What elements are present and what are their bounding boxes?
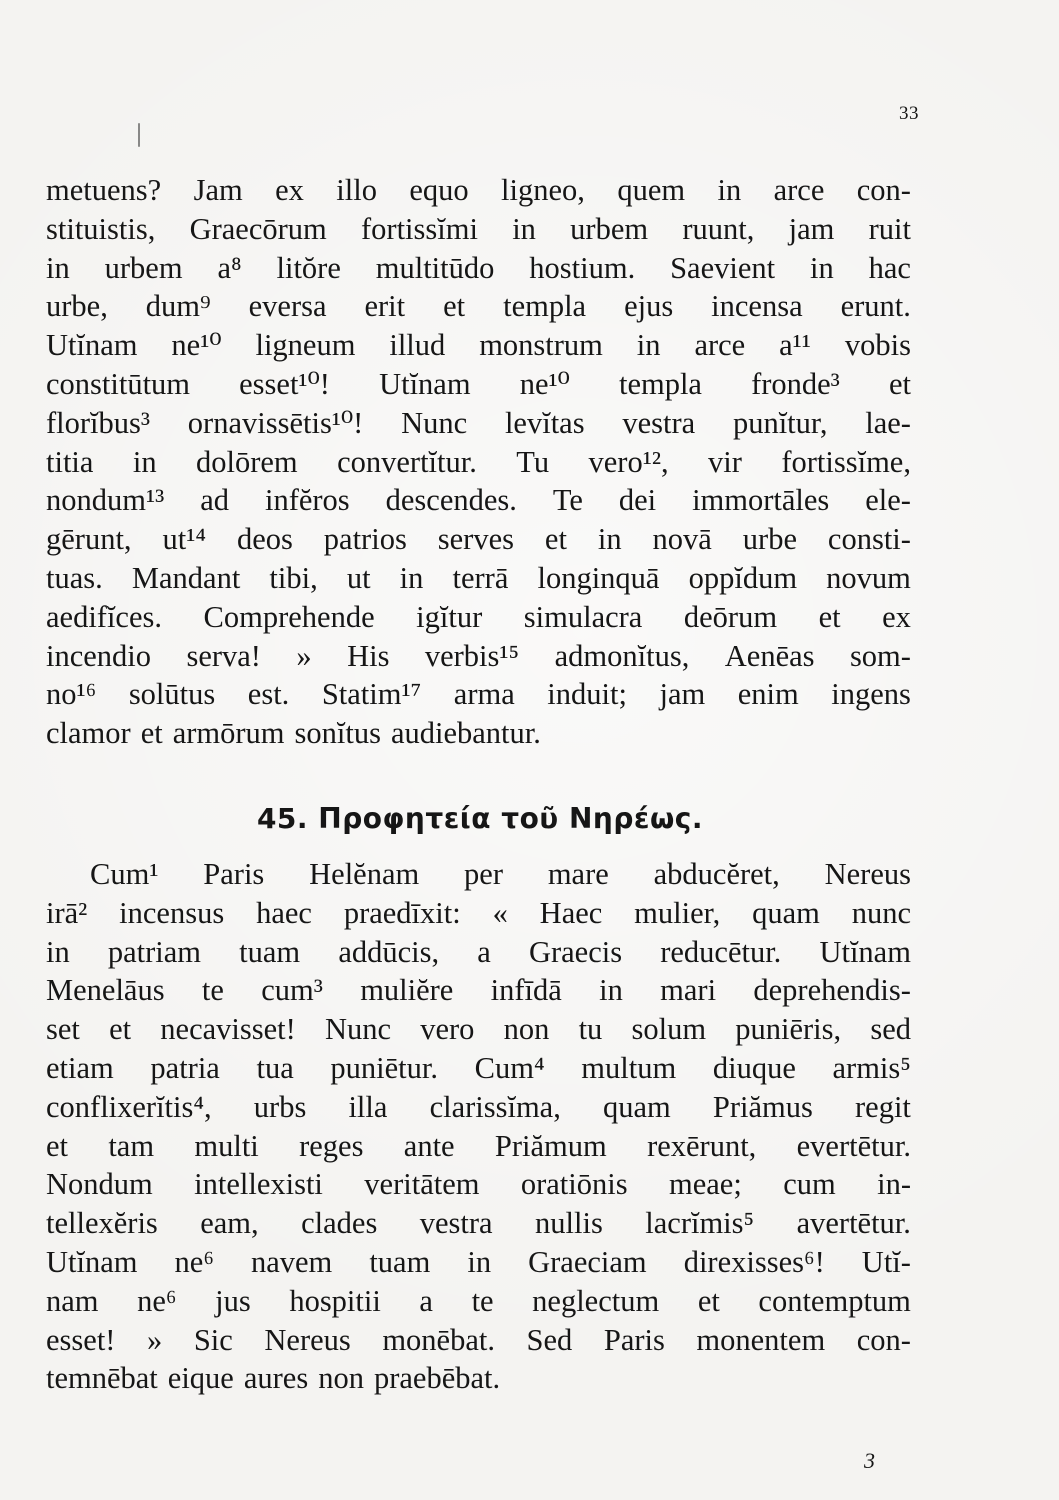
text-line: florĭbus³ ornavissētis¹⁰! Nunc levĭtas vestra punĭtur, lae- xyxy=(46,405,911,440)
text-line: in patriam tuam addūcis, a Graecis reducētur. Utĭnam xyxy=(46,934,911,969)
text-line: metuens? Jam ex illo equo ligneo, quem in arce con- xyxy=(46,173,911,207)
text-line: etiam patria tua puniētur. Cum⁴ multum diuque armis⁵ xyxy=(46,1050,911,1085)
text-line: set et necavisset! Nunc vero non tu solum puniēris, sed xyxy=(46,1012,911,1047)
text-line: conflixerĭtis⁴, urbs illa clarissĭma, quam Priămus regit xyxy=(46,1089,911,1124)
text-line: tuas. Mandant tibi, ut in terrā longinquā oppĭdum novum xyxy=(46,560,911,595)
text-line: Nondum intellexisti veritātem oratiōnis meae; cum in- xyxy=(46,1167,911,1202)
text-line: temnēbat eique aures non praebēbat. xyxy=(46,1361,501,1396)
ink-mark xyxy=(138,123,140,147)
text-line: stituistis, Graecōrum fortissĭmi in urbem ruunt, jam ruit xyxy=(46,211,911,246)
text-line: Cum¹ Paris Helĕnam per mare abducĕret, Nereus xyxy=(90,857,911,891)
section-heading-45: 45. Προφητεία τοῦ Νηρέως. xyxy=(256,802,704,835)
text-line: constitūtum esset¹⁰! Utĭnam ne¹⁰ templa fronde³ et xyxy=(46,366,911,401)
passage-44-continuation xyxy=(46,171,911,753)
text-line: et tam multi reges ante Priămum rexērunt, evertētur. xyxy=(46,1128,911,1163)
text-line: no¹⁶ solūtus est. Statim¹⁷ arma induit; jam enim ingens xyxy=(46,677,911,712)
page-number: 33 xyxy=(899,103,919,124)
text-line: aedifĭces. Comprehende igĭtur simulacra deōrum et ex xyxy=(46,599,911,634)
text-line: esset! » Sic Nereus monēbat. Sed Paris monentem con- xyxy=(46,1322,911,1357)
text-line: Menelāus te cum³ muliĕre infīdā in mari deprehendis- xyxy=(46,973,911,1008)
text-line: nam ne⁶ jus hospitii a te neglectum et contemptum xyxy=(46,1283,911,1318)
text-line: Utĭnam ne⁶ navem tuam in Graeciam direxisses⁶! Utĭ- xyxy=(46,1244,911,1279)
text-line: urbe, dum⁹ eversa erit et templa ejus incensa erunt. xyxy=(46,289,911,324)
text-line: nondum¹³ ad infĕros descendes. Te dei immortāles ele- xyxy=(46,483,911,518)
text-line: Utĭnam ne¹⁰ ligneum illud monstrum in arce a¹¹ vobis xyxy=(46,328,911,363)
signature-mark: 3 xyxy=(864,1448,875,1473)
text-line: clamor et armōrum sonĭtus audiebantur. xyxy=(46,716,541,751)
passage-45 xyxy=(46,855,911,1398)
text-line: in urbem a⁸ litŏre multitūdo hostium. Saevient in hac xyxy=(46,250,911,285)
text-line: titia in dolōrem convertĭtur. Tu vero¹², vir fortissĭme, xyxy=(46,444,911,479)
text-line: incendio serva! » His verbis¹⁵ admonĭtus, Aenēas som- xyxy=(46,638,911,673)
text-line: gērunt, ut¹⁴ deos patrios serves et in novā urbe consti- xyxy=(46,522,911,557)
text-line: irā² incensus haec praedīxit: « Haec mulier, quam nunc xyxy=(46,895,911,930)
text-line: tellexĕris eam, clades vestra nullis lacrĭmis⁵ avertētur. xyxy=(46,1206,911,1241)
